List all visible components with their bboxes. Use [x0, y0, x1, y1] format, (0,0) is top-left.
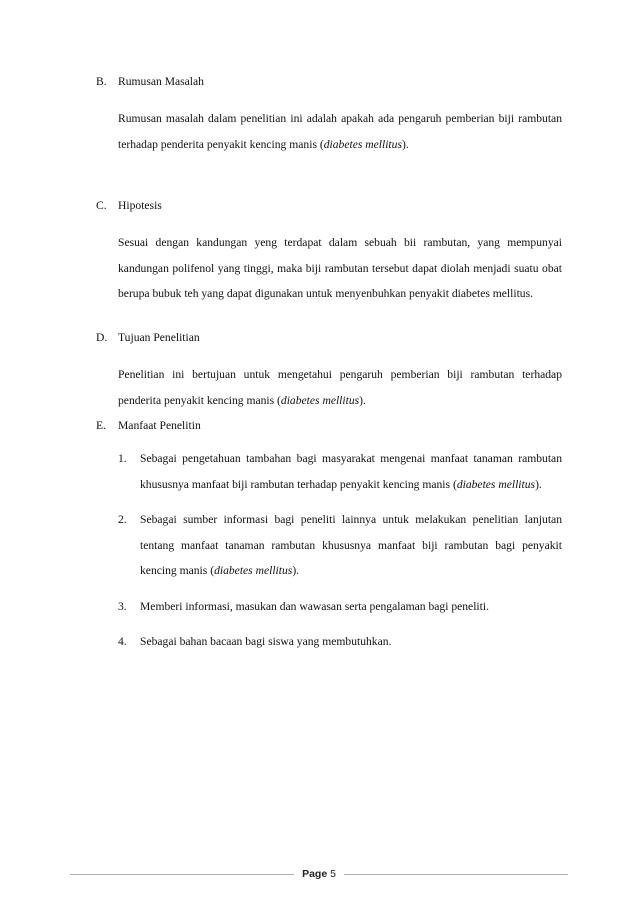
- section-title: Tujuan Penelitian: [118, 331, 200, 344]
- section-letter: B.: [96, 75, 107, 88]
- section-paragraph: [118, 362, 562, 413]
- list-item-text: Memberi informasi, masukan dan wawasan serta pengalaman bagi peneliti.: [140, 599, 489, 613]
- section-paragraph: [118, 106, 562, 157]
- section-letter: C.: [96, 199, 107, 212]
- section-heading: [96, 330, 562, 346]
- page-footer: [70, 866, 568, 882]
- list-item-number: 1.: [118, 452, 127, 465]
- section-rumusan-masalah: [96, 74, 562, 157]
- list-item: [118, 594, 562, 620]
- section-heading: [96, 198, 562, 214]
- paragraph-italic: diabetes mellitus: [280, 393, 360, 407]
- page-number-label: [294, 868, 344, 880]
- list-item: [118, 629, 562, 655]
- section-letter: E.: [96, 419, 106, 432]
- section-hipotesis: [96, 198, 562, 307]
- benefits-list: [118, 446, 562, 655]
- section-paragraph: Sesuai dengan kandungan yeng terdapat dalam sebuah bii rambutan, yang mempunyai kandungan polifenol yang tinggi, maka biji rambutan tersebut dapat diolah menjadi suatu obat berupa bubuk teh yang dapat digunakan untuk menyenbuhkan penyakit diabetes mellitus.: [118, 236, 562, 300]
- list-item-number: 4.: [118, 635, 127, 648]
- list-item-text: Sebagai bahan bacaan bagi siswa yang membutuhkan.: [140, 635, 392, 648]
- section-heading: [96, 418, 562, 434]
- paragraph-text-end: ).: [359, 393, 366, 407]
- list-item-number: 3.: [118, 599, 127, 613]
- page-number: 5: [330, 868, 336, 880]
- section-manfaat-penelitian: [96, 418, 562, 655]
- paragraph-text: Penelitian ini bertujuan untuk mengetahui pengaruh pemberian biji rambutan terhadap penderita penyakit kencing manis (: [118, 368, 562, 407]
- list-item-text: Sebagai sumber informasi bagi peneliti lainnya untuk melakukan penelitian lanjutan tentang manfaat tanaman rambutan khususnya manfaat biji rambutan bagi penyakit kencing manis (diabetes mellitus).: [140, 513, 562, 577]
- section-title: Rumusan Masalah: [118, 75, 204, 88]
- section-tujuan-penelitian: [96, 330, 562, 413]
- list-item-italic: diabetes mellitus: [456, 477, 536, 491]
- footer-rule-right: [344, 874, 568, 875]
- footer-rule-left: [70, 874, 294, 875]
- list-item: [118, 446, 562, 497]
- section-letter: D.: [96, 331, 108, 344]
- list-item-italic: diabetes mellitus: [214, 564, 293, 577]
- section-title: Manfaat Penelitin: [118, 419, 201, 432]
- section-heading: [96, 74, 562, 90]
- paragraph-text-end: ).: [401, 137, 409, 151]
- list-item: [118, 507, 562, 584]
- list-item-text: Sebagai pengetahuan tambahan bagi masyarakat mengenai manfaat tanaman rambutan khususnya manfaat biji rambutan terhadap penyakit kencing manis (diabetes mellitus).: [140, 452, 562, 491]
- paragraph-italic: diabetes mellitus: [323, 137, 402, 151]
- paragraph-text: Rumusan masalah dalam penelitian ini adalah apakah ada pengaruh pemberian biji rambutan terhadap penderita penyakit kencing manis (: [118, 112, 562, 151]
- page-word: Page: [302, 868, 328, 880]
- list-item-number: 2.: [118, 513, 127, 526]
- section-title: Hipotesis: [118, 199, 162, 212]
